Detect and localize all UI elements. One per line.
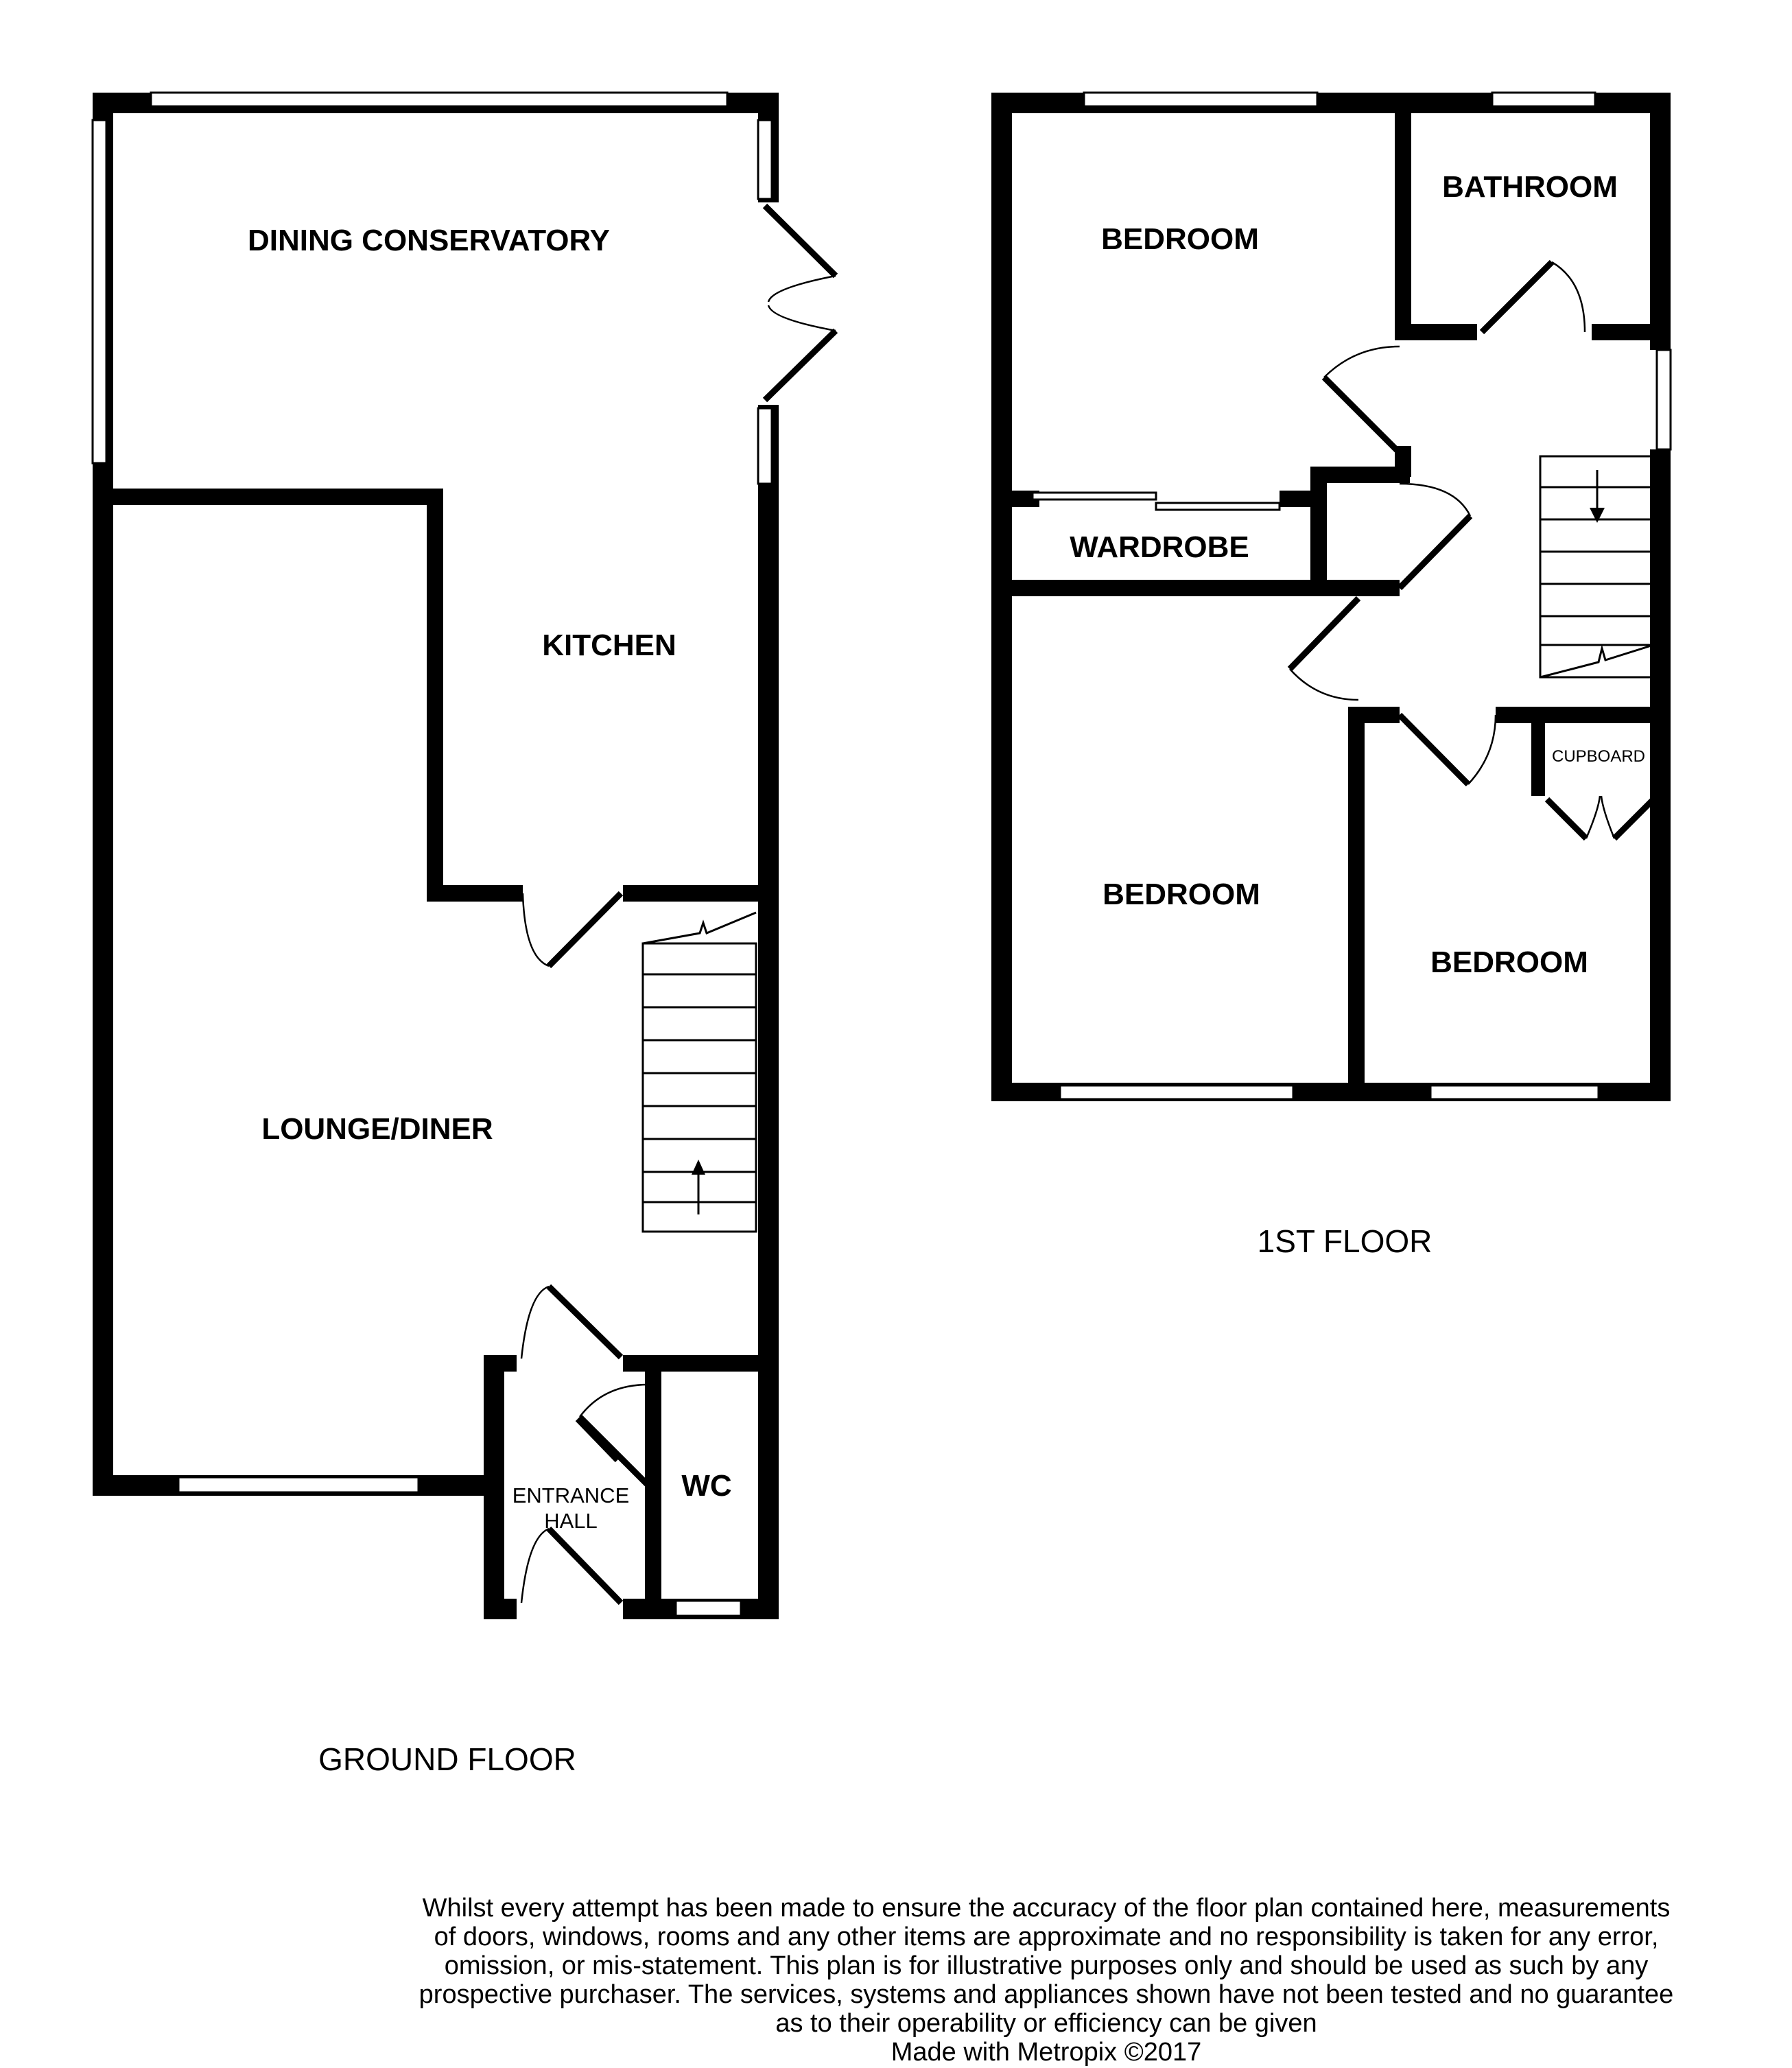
disclaimer-line: as to their operability or efficiency can be given: [775, 2009, 1317, 2038]
disclaimer-line: prospective purchaser. The services, systems and appliances shown have not been tested and no guarantee: [418, 1980, 1674, 2009]
room-label-bedroom-3: BEDROOM: [1430, 945, 1588, 979]
disclaimer-line: omission, or mis-statement. This plan is for illustrative purposes only and should be used as such by any: [444, 1951, 1649, 1980]
room-label-bedroom-2: BEDROOM: [1103, 878, 1260, 911]
room-label-kitchen: KITCHEN: [542, 628, 676, 662]
room-label-entrance-hall-line2: HALL: [544, 1509, 598, 1533]
room-label-bathroom: BATHROOM: [1442, 170, 1618, 204]
room-label-cupboard: CUPBOARD: [1551, 747, 1646, 766]
disclaimer-line: of doors, windows, rooms and any other items are approximate and no responsibility is taken for any error,: [434, 1923, 1659, 1951]
ground-floor-stairs: [643, 913, 756, 1232]
disclaimer-credit: Made with Metropix ©2017: [891, 2038, 1202, 2067]
floor-title-first: 1ST FLOOR: [1257, 1223, 1433, 1259]
room-label-entrance-hall-line1: ENTRANCE: [512, 1483, 630, 1507]
ground-floor-plan: [93, 93, 836, 1777]
disclaimer-line: Whilst every attempt has been made to ensure the accuracy of the floor plan contained here, measurements: [422, 1894, 1671, 1923]
ground-floor-doors: [521, 206, 836, 1603]
ground-floor-walls: [93, 93, 779, 1619]
room-label-bedroom-1: BEDROOM: [1101, 222, 1259, 256]
room-label-lounge-diner: LOUNGE/DINER: [261, 1112, 493, 1146]
first-floor-plan: [991, 93, 1671, 1259]
disclaimer-text: [384, 1894, 1708, 2067]
room-label-wc: WC: [681, 1469, 732, 1503]
floor-title-ground: GROUND FLOOR: [318, 1741, 576, 1777]
room-label-dining-conservatory: DINING CONSERVATORY: [247, 224, 611, 257]
room-label-wardrobe: WARDROBE: [1070, 530, 1249, 564]
first-floor-stairs: [1540, 456, 1653, 677]
